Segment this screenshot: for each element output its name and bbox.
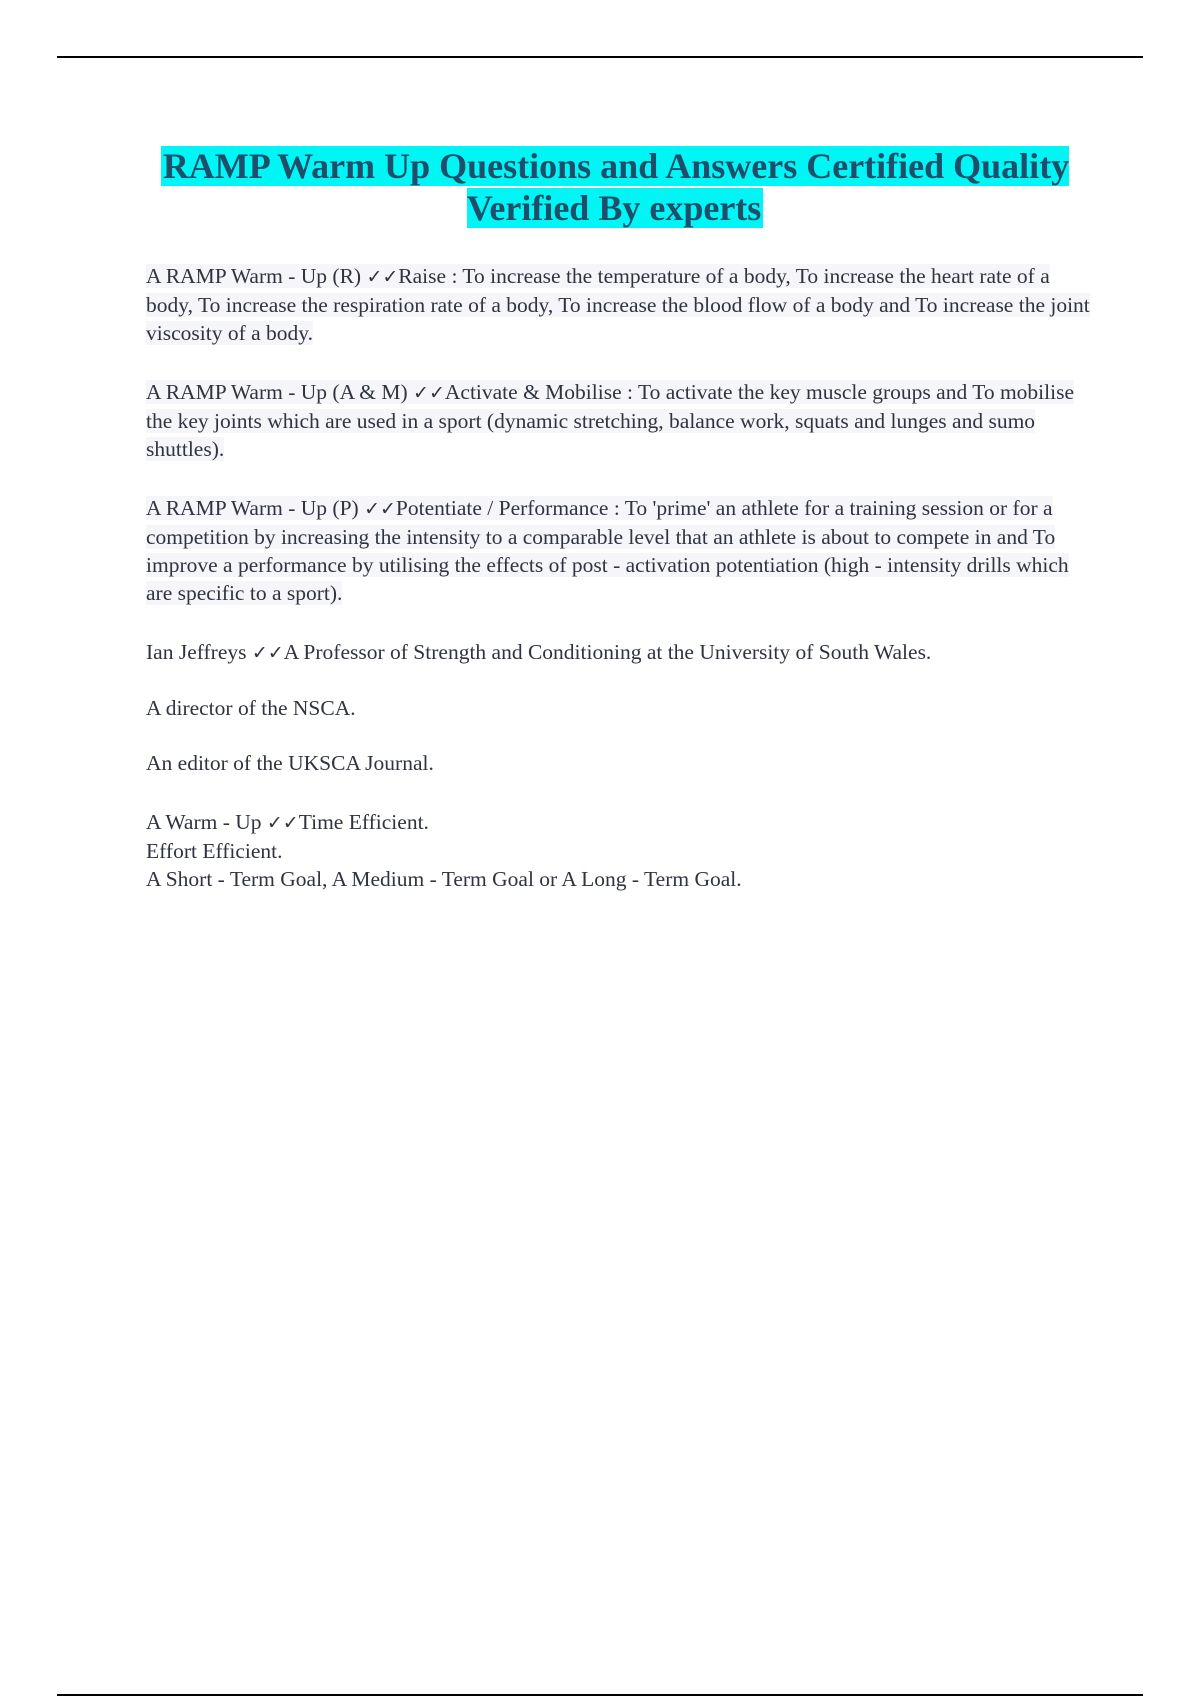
double-check-icon: ✓✓ [366,266,399,288]
double-check-icon: ✓✓ [251,642,284,664]
qa-answer: Time Efficient. [298,810,429,834]
qa-answer-line: A Short - Term Goal, A Medium - Term Goal or A Long - Term Goal. [146,867,742,891]
qa-question: Ian Jeffreys [146,640,247,664]
top-rule [57,56,1143,58]
document-title [140,145,1090,229]
double-check-icon: ✓✓ [364,498,396,520]
qa-question: A RAMP Warm - Up (R) [146,264,362,288]
qa-question: A Warm - Up [146,810,262,834]
qa-answer: A Professor of Strength and Conditioning at the University of South Wales. [283,640,932,664]
qa-item [146,638,1091,667]
qa-item [146,262,1091,347]
qa-item [146,808,1091,893]
qa-item [146,378,1091,463]
answer-continuation: A director of the NSCA. [146,696,356,720]
document-body [146,262,1091,924]
qa-item [146,494,1091,607]
qa-question: A RAMP Warm - Up (A & M) [146,380,408,404]
qa-question: A RAMP Warm - Up (P) [146,496,359,520]
answer-continuation: An editor of the UKSCA Journal. [146,751,434,775]
double-check-icon: ✓✓ [266,812,299,834]
bottom-rule [57,1694,1143,1696]
qa-answer-line: Effort Efficient. [146,839,283,863]
title-highlight: RAMP Warm Up Questions and Answers Certified Quality Verified By experts [162,146,1070,228]
qa-answer: Activate & Mobilise : To activate the key muscle groups and To mobilise the key joints which are used in a sport (dynamic stretching, balance work, squats and lunges and sumo shuttles). [146,380,1075,461]
qa-answer: Raise : To increase the temperature of a body, To increase the heart rate of a body, To increase the respiration rate of a body, To increase the blood flow of a body and To increase the joint viscosity of a body. [146,264,1090,345]
qa-answer: Potentiate / Performance : To 'prime' an athlete for a training session or for a competition by increasing the intensity to a comparable level that an athlete is about to compete in and To improve a performance by utilising the effects of post - activation potentiation (high - intensity drills which are specific to a sport). [146,496,1069,605]
double-check-icon: ✓✓ [413,382,445,404]
